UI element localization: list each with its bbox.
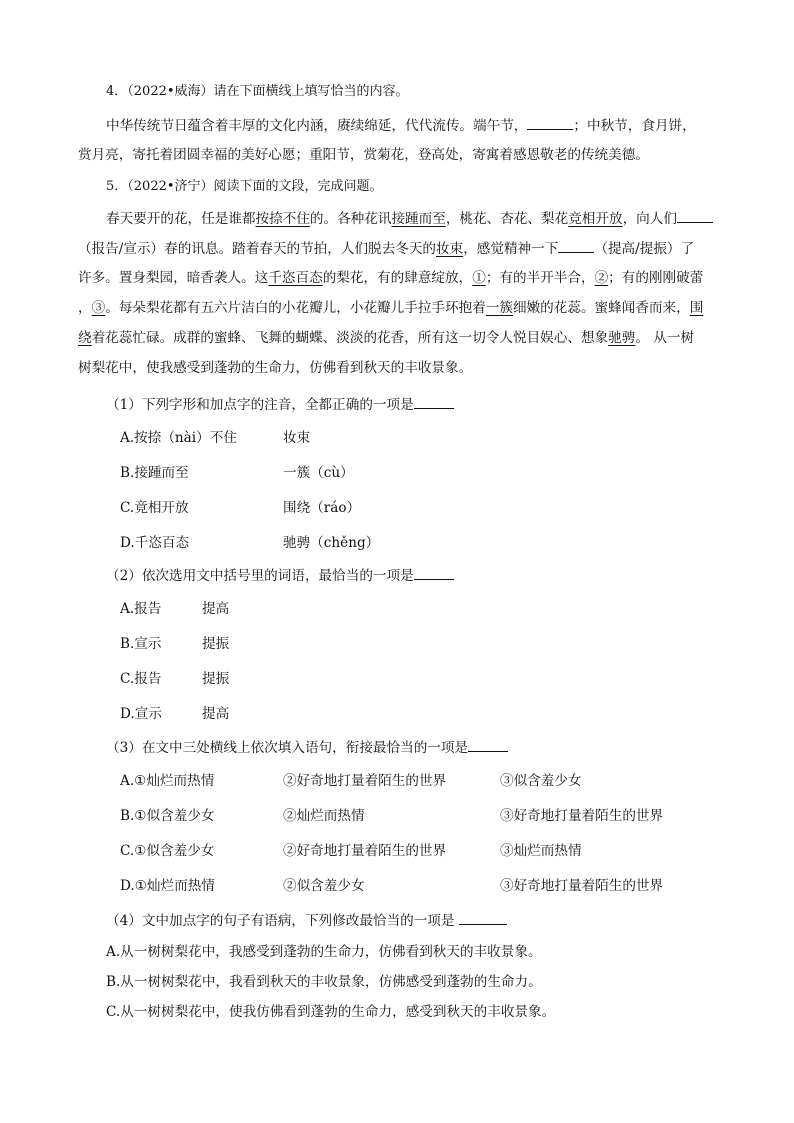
sub1-option-b-word: 一簇（cù） bbox=[283, 465, 354, 481]
text: （2）依次选用文中括号里的词语，最恰当的一项是 bbox=[106, 568, 414, 584]
text: （3）在文中三处横线上依次填入语句，衔接最恰当的一项是 bbox=[106, 740, 469, 756]
passage-line-1 bbox=[106, 208, 713, 229]
sub4-option-c[interactable]: C.从一树树梨花中，使我仿佛看到蓬勃的生命力，感受到秋天的丰收景象。 bbox=[106, 1004, 556, 1020]
text: ；中秋节，食月饼， bbox=[573, 118, 696, 134]
underlined-word: 绕 bbox=[78, 330, 92, 346]
sub4-option-b[interactable]: B.从一树树梨花中，我看到秋天的丰收景象，仿佛感受到蓬勃的生命力。 bbox=[106, 974, 542, 990]
sub4-option-a[interactable]: A.从一树树梨花中，我感受到蓬勃的生命力，仿佛看到秋天的丰收景象。 bbox=[106, 944, 542, 960]
sub3-option-c-2: ②好奇地打量着陌生的世界 bbox=[283, 843, 447, 859]
blank-marker[interactable]: ③ bbox=[91, 300, 106, 316]
sub-question-2-stem bbox=[106, 565, 454, 586]
text: ，感觉精神一下 bbox=[463, 241, 559, 257]
text: ；有的半开半合， bbox=[485, 270, 595, 286]
text: （1）下列字形和加点字的注音，全都正确的一项是 bbox=[106, 397, 414, 413]
text: 中华传统节日蕴含着丰厚的文化内涵，赓续绵延，代代流传。端午节， bbox=[106, 118, 528, 134]
text: 。每朵梨花都有五六片洁白的小花瓣儿，小花瓣儿手拉手环抱着 bbox=[105, 300, 486, 316]
sub1-option-a-word: 妆束 bbox=[283, 430, 311, 446]
sub3-option-b-3: ③好奇地打量着陌生的世界 bbox=[500, 808, 664, 824]
sub2-option-c-word: 提振 bbox=[202, 671, 230, 687]
underlined-word: 按捺不住 bbox=[255, 211, 310, 227]
text: （4）文中加点字的句子有语病，下列修改最恰当的一项是 bbox=[106, 913, 459, 929]
sub3-option-b-2: ②灿烂而热情 bbox=[283, 808, 365, 824]
text: （提高/提振）了 bbox=[594, 241, 695, 257]
answer-blank[interactable] bbox=[414, 565, 454, 580]
sub2-option-d-word: 提高 bbox=[202, 706, 230, 722]
sub2-option-b-word: 提振 bbox=[202, 636, 230, 652]
text: 许多。置身梨园，暗香袭人。这 bbox=[78, 270, 269, 286]
sub1-option-a[interactable]: A.按捺（nài）不住 bbox=[120, 430, 237, 446]
blank-marker[interactable]: ① bbox=[472, 270, 486, 286]
text: 细嫩的花蕊。蜜蜂闻香而来， bbox=[513, 300, 690, 316]
sub3-option-c-3: ③灿烂而热情 bbox=[500, 843, 582, 859]
passage-line-2 bbox=[78, 238, 694, 259]
text: 着花蕊忙碌。成群的蜜蜂、飞舞的蝴蝶、淡淡的花香，所有这一切令人悦目娱心、想象 bbox=[91, 330, 609, 346]
underlined-word: 竞相开放 bbox=[568, 211, 623, 227]
text: 的。各种花讯 bbox=[309, 211, 392, 227]
text: 春天要开的花，任是谁都 bbox=[106, 211, 256, 227]
sub2-option-b[interactable]: B.宣示 bbox=[120, 636, 162, 652]
question-4-header: 4．（2022•威海）请在下面横线上填写恰当的内容。 bbox=[106, 84, 409, 99]
answer-blank[interactable] bbox=[414, 394, 454, 409]
sub1-option-c[interactable]: C.竟相开放 bbox=[120, 500, 189, 516]
sub3-option-c[interactable]: C.①似含羞少女 bbox=[120, 843, 215, 859]
text: ；有的刚刚破蕾 bbox=[608, 270, 704, 286]
passage-line-4 bbox=[78, 298, 703, 318]
answer-blank[interactable] bbox=[468, 737, 508, 752]
sub1-option-d[interactable]: D.千恣百态 bbox=[120, 535, 190, 551]
answer-blank[interactable] bbox=[527, 115, 573, 130]
text: 。 从一树 bbox=[635, 330, 695, 346]
underlined-word: 妆束 bbox=[436, 241, 464, 257]
underlined-word: 围 bbox=[689, 300, 704, 316]
text: ， bbox=[78, 300, 92, 316]
text: ，桃花、杏花、梨花 bbox=[445, 211, 569, 227]
underlined-word: 一簇 bbox=[485, 300, 513, 316]
text: ，向人们 bbox=[622, 211, 677, 227]
answer-blank[interactable] bbox=[459, 910, 507, 925]
underlined-word: 千恣百态 bbox=[268, 270, 323, 286]
sub3-option-a-2: ②好奇地打量着陌生的世界 bbox=[283, 773, 447, 789]
sub2-option-d[interactable]: D.宣示 bbox=[120, 706, 162, 722]
passage-line-5 bbox=[78, 328, 694, 348]
sub2-option-a[interactable]: A.报告 bbox=[120, 601, 162, 617]
question-4-line-2: 赏月亮，寄托着团圆幸福的美好心愿；重阳节，赏菊花，登高处，寄寓着感恩敬老的传统美德。 bbox=[78, 147, 649, 163]
sub3-option-d[interactable]: D.①灿烂而热情 bbox=[120, 878, 215, 894]
underlined-word: 驰骋 bbox=[608, 330, 636, 346]
sub3-option-a[interactable]: A.①灿烂而热情 bbox=[120, 773, 215, 789]
sub-question-3-stem bbox=[106, 737, 508, 758]
sub1-option-c-word: 围绕（ráo） bbox=[283, 500, 361, 516]
answer-blank[interactable] bbox=[677, 208, 713, 223]
question-5-header: 5．（2022•济宁）阅读下面的文段，完成问题。 bbox=[106, 179, 383, 194]
underlined-word: 接踵而至 bbox=[391, 211, 446, 227]
sub3-option-a-3: ③似含羞少女 bbox=[500, 773, 582, 789]
sub3-option-d-2: ②似含羞少女 bbox=[283, 878, 365, 894]
sub3-option-b[interactable]: B.①似含羞少女 bbox=[120, 808, 215, 824]
sub-question-1-stem bbox=[106, 394, 454, 415]
answer-blank[interactable] bbox=[558, 238, 594, 253]
sub3-option-d-3: ③好奇地打量着陌生的世界 bbox=[500, 878, 664, 894]
sub2-option-c[interactable]: C.报告 bbox=[120, 671, 162, 687]
sub1-option-b[interactable]: B.接踵而至 bbox=[120, 465, 189, 481]
blank-marker[interactable]: ② bbox=[594, 270, 609, 286]
question-4-line-1 bbox=[106, 115, 696, 136]
sub2-option-a-word: 提高 bbox=[202, 601, 230, 617]
passage-line-3 bbox=[78, 268, 703, 288]
sub1-option-d-word: 驰骋（chěng） bbox=[283, 535, 380, 551]
sub-question-4-stem bbox=[106, 910, 507, 931]
text: 的梨花，有的肆意绽放， bbox=[322, 270, 473, 286]
passage-line-6: 树梨花中，使我感受到蓬勃的生命力，仿佛看到秋天的丰收景象。 bbox=[78, 360, 473, 376]
text: （报告/宣示）春的讯息。踏着春天的节拍，人们脱去冬天的 bbox=[78, 241, 437, 257]
